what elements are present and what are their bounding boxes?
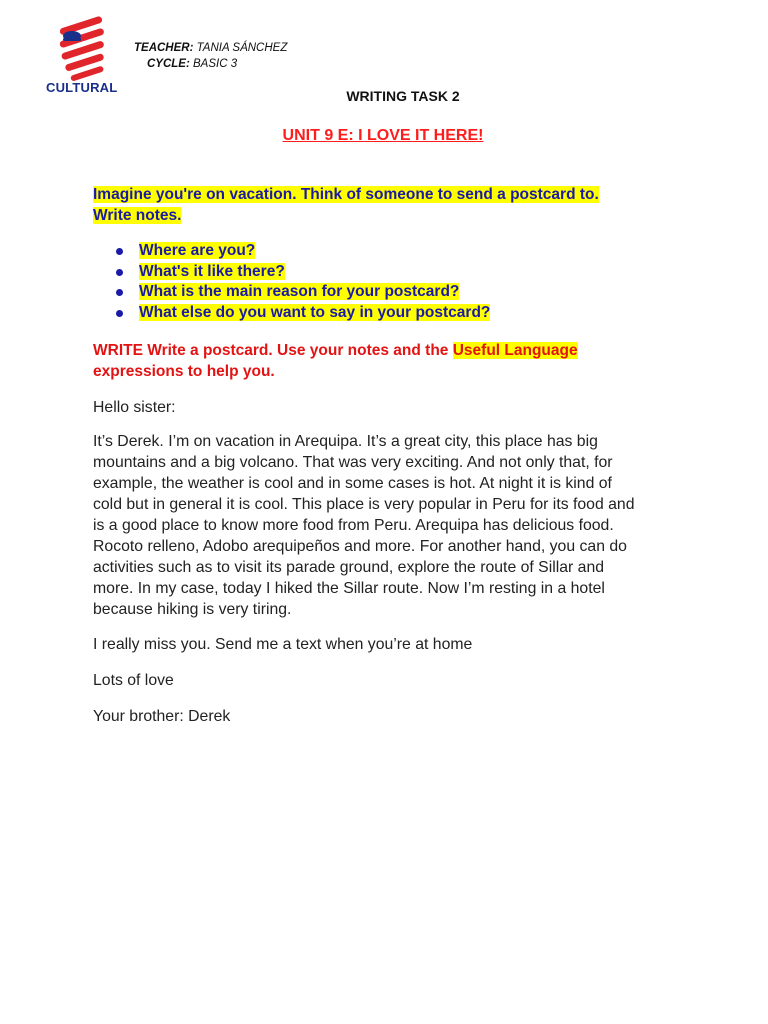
intro-instructions (93, 184, 683, 226)
body-line: example, the weather is cool and in some cases is hot. At night it is kind of (93, 475, 612, 492)
list-item: Where are you? (93, 241, 490, 262)
list-item: What's it like there? (93, 262, 490, 283)
bullet-icon (116, 269, 123, 276)
write-suffix: expressions to help you. (93, 363, 275, 380)
closing: Lots of love (93, 672, 174, 689)
write-instruction (93, 340, 683, 382)
postcard-body (93, 431, 683, 620)
body-line: mountains and a big volcano. That was very exciting. And not only that, for (93, 454, 613, 471)
teacher-line (134, 42, 287, 54)
miss-line: I really miss you. Send me a text when you’re at home (93, 636, 473, 653)
list-item: What is the main reason for your postcard? (93, 282, 490, 303)
logo-text: CULTURAL (46, 80, 118, 95)
body-line: cold but in general it is cool. This place is very popular in Peru for its food and (93, 496, 635, 513)
body-line: because hiking is very tiring. (93, 601, 292, 618)
intro-line-2: Write notes. (93, 207, 182, 224)
useful-language-highlight: Useful Language (452, 342, 578, 359)
task-title: WRITING TASK 2 (346, 88, 460, 104)
body-line: activities such as to visit its parade ground, explore the route of Sillar and (93, 559, 605, 576)
question-list (93, 241, 490, 323)
cycle-label: CYCLE: (147, 58, 190, 70)
teacher-name: TANIA SÁNCHEZ (196, 42, 288, 54)
cycle-line (147, 58, 237, 70)
bullet-icon (116, 310, 123, 317)
greeting: Hello sister: (93, 399, 176, 416)
body-line: Rocoto relleno, Adobo arequipeños and more. For another hand, you can do (93, 538, 627, 555)
list-item: What else do you want to say in your postcard? (93, 303, 490, 324)
intro-line-1: Imagine you're on vacation. Think of someone to send a postcard to. (93, 186, 599, 203)
teacher-label: TEACHER: (134, 42, 194, 54)
signature: Your brother: Derek (93, 708, 231, 725)
bullet-icon (116, 289, 123, 296)
cycle-value: BASIC 3 (193, 58, 238, 70)
body-line: is a good place to know more food from Peru. Arequipa has delicious food. (93, 517, 614, 534)
body-line: It’s Derek. I’m on vacation in Arequipa. It’s a great city, this place has big (93, 433, 598, 450)
write-prefix: WRITE Write a postcard. Use your notes and the (93, 342, 453, 359)
bullet-icon (116, 248, 123, 255)
unit-title: UNIT 9 E: I LOVE IT HERE! (282, 127, 484, 144)
body-line: more. In my case, today I hiked the Sillar route. Now I’m resting in a hotel (93, 580, 605, 597)
